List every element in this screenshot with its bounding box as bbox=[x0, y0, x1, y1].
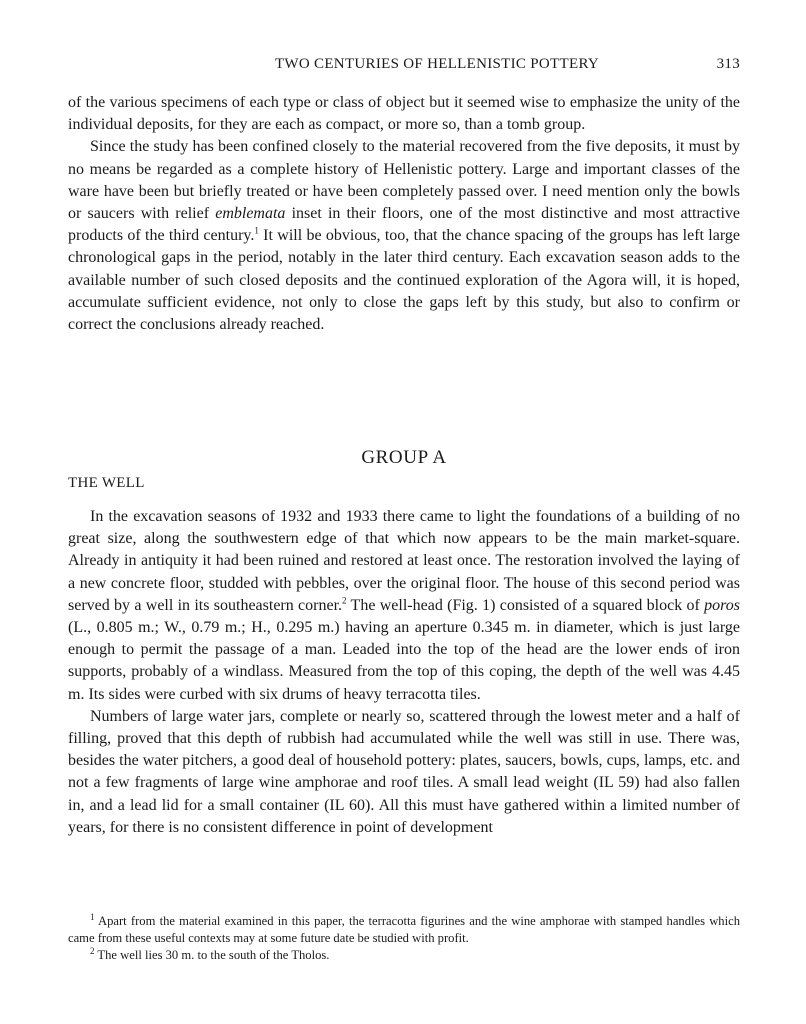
emphasis-term: poros bbox=[704, 596, 741, 614]
running-title: TWO CENTURIES OF HELLENISTIC POTTERY bbox=[274, 56, 600, 72]
page-number: 313 bbox=[716, 56, 740, 72]
footnote-1: $^1$ Apart from the material examined in this paper, the terracotta figurines and the wine amphorae with stamped handles which came from these useful contexts may at some future date be studied with profit. bbox=[68, 911, 740, 945]
footnote-mark: 1 bbox=[90, 911, 95, 922]
group-a-paragraph-2: Numbers of large water jars, complete or nearly so, scattered through the lowest meter and a half of filling, proved that this depth of rubbish had accumulated while the well was still in use. There was, besides the water pitchers, a good deal of household pottery: plates, saucers, bowls, cups, lamps, etc. and not a few fragments of large wine amphorae and roof tiles. A small lead weight (IL 59) had also fallen in, and a lead lid for a small container (IL 60). All this must have gathered within a limited number of years, for there is no consistent difference in point of development bbox=[68, 707, 740, 836]
footnote-mark: 2 bbox=[90, 945, 95, 956]
emphasis-term: emblemata bbox=[215, 205, 286, 223]
subsection-heading: THE WELL bbox=[68, 475, 145, 491]
group-a-paragraph-1: In the excavation seasons of 1932 and 1933 there came to light the foundations of a building of no great size, along the southwestern edge of that which now appears to be the main market-square. Already in antiquity it had been ruined and restored at least once. The restoration involved the laying of a new concrete floor, studded with pebbles, over the original floor. The house of this second period was served by a well in its southeastern corner.$^2$ The well-head (Fig. 1) consisted of a squared block of poros (L., 0.805 m.; W., 0.79 m.; H., 0.295 m.) having an aperture 0.345 m. in diameter, which is just large enough to permit the passage of a man. Leaded into the top of the head are the lower ends of iron supports, probably of a windlass. Measured from the top of this coping, the depth of the well was 4.45 m. Its sides were curbed with six drums of heavy terracotta tiles. bbox=[68, 508, 741, 703]
intro-section bbox=[68, 92, 740, 336]
section-heading: GROUP A bbox=[361, 447, 447, 468]
intro-paragraph-1: of the various specimens of each type or class of object but it seemed wise to emphasize the unity of the individual deposits, for they are each as compact, or more so, than a tomb group. bbox=[68, 94, 740, 134]
footnotes bbox=[68, 913, 740, 964]
footnote-2: $^2$ The well lies 30 m. to the south of the Tholos. bbox=[90, 945, 330, 962]
intro-paragraph-2: Since the study has been confined closely to the material recovered from the five deposits, it must by no means be regarded as a complete history of Hellenistic pottery. Large and important classes of the ware have been but briefly treated or have been completely passed over. I need mention only the bowls or saucers with relief emblemata inset in their floors, one of the most distinctive and most attractive products of the third century.$^1$ It will be obvious, too, that the chance spacing of the groups has left large chronological gaps in the period, notably in the later third century. Each excavation season adds to the available number of such closed deposits and the continued exploration of the Agora will, it is hoped, accumulate sufficient evidence, not only to close the gaps left by this study, but also to confirm or correct the conclusions already reached. bbox=[68, 138, 741, 334]
group-a-section bbox=[68, 506, 740, 839]
footnote-ref-2: 2 bbox=[342, 595, 347, 606]
running-head bbox=[68, 56, 740, 78]
footnote-ref-1: 1 bbox=[254, 225, 259, 236]
